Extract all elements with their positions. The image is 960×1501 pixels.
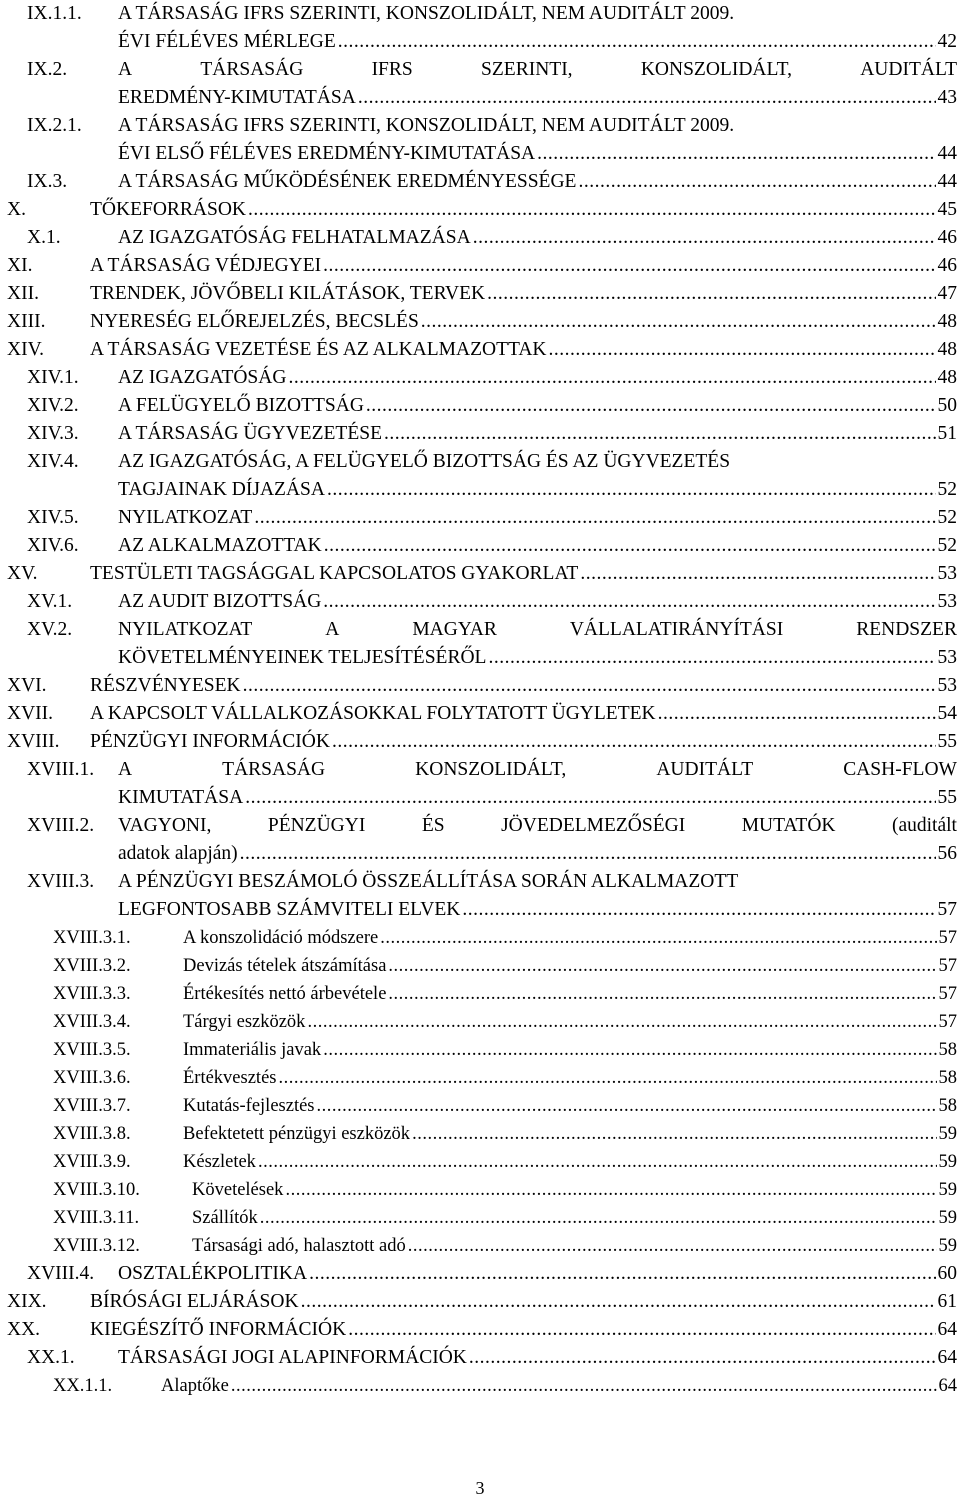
toc-entry-number: XVIII.3. bbox=[27, 871, 95, 892]
toc-entry-number: XIV.3. bbox=[27, 423, 79, 444]
toc-entry-title-block bbox=[90, 730, 957, 758]
toc-entry[interactable] bbox=[27, 2, 957, 58]
toc-entry-title: Immateriális javak bbox=[183, 1040, 322, 1060]
toc-entry-title: Társasági adó, halasztott adó bbox=[192, 1236, 406, 1256]
toc-entry-page: 57 bbox=[938, 956, 957, 976]
toc-entry-title-line: A TÁRSASÁG IFRS SZERINTI, KONSZOLIDÁLT, AUDITÁLT bbox=[118, 59, 957, 80]
toc-entry-number: XVIII.3.4. bbox=[53, 1012, 131, 1032]
dot-leader bbox=[285, 1178, 936, 1202]
dot-leader bbox=[254, 506, 935, 530]
toc-entry-number: XVIII.3.10. bbox=[53, 1180, 140, 1200]
toc-entry-title-block bbox=[90, 198, 957, 226]
toc-entry-title: TÁRSASÁGI JOGI ALAPINFORMÁCIÓK bbox=[118, 1347, 467, 1368]
toc-entry-number: XVIII.3.1. bbox=[53, 928, 131, 948]
dot-leader bbox=[384, 422, 936, 446]
toc-entry-number: XX.1. bbox=[27, 1347, 75, 1368]
toc-entry-title-block bbox=[118, 422, 957, 450]
toc-entry-page: 52 bbox=[937, 479, 957, 500]
toc-entry-title: Követelések bbox=[192, 1180, 284, 1200]
toc-entry-page: 43 bbox=[937, 87, 957, 108]
toc-entry-number: X.1. bbox=[27, 227, 61, 248]
toc-entry-title-block bbox=[183, 926, 957, 954]
toc-entry-title-block bbox=[118, 534, 957, 562]
toc-entry-number: XVIII.3.11. bbox=[53, 1208, 140, 1228]
toc-entry[interactable] bbox=[7, 1318, 957, 1346]
dot-leader bbox=[462, 898, 935, 922]
toc-entry-title-block bbox=[183, 1010, 957, 1038]
dot-leader bbox=[421, 310, 936, 334]
toc-entry-title-block bbox=[118, 506, 957, 534]
toc-entry[interactable] bbox=[53, 1178, 957, 1206]
toc-entry[interactable] bbox=[27, 170, 957, 198]
toc-entry-title: RÉSZVÉNYESEK bbox=[90, 675, 241, 696]
dot-leader bbox=[260, 1206, 937, 1230]
toc-entry-title-line: A TÁRSASÁG IFRS SZERINTI, KONSZOLIDÁLT, NEM AUDITÁLT 2009. bbox=[118, 3, 735, 24]
toc-entry-title-line: A TÁRSASÁG KONSZOLIDÁLT, AUDITÁLT CASH-FLOW bbox=[118, 759, 957, 780]
toc-entry-title-block bbox=[118, 170, 957, 198]
dot-leader bbox=[323, 254, 935, 278]
toc-entry-title-block bbox=[192, 1206, 957, 1234]
toc-entry-page: 44 bbox=[937, 143, 957, 164]
toc-entry-number: XVIII.1. bbox=[27, 759, 95, 780]
toc-entry-page: 48 bbox=[937, 367, 957, 388]
dot-leader bbox=[240, 842, 936, 866]
toc-entry-title: PÉNZÜGYI INFORMÁCIÓK bbox=[90, 731, 330, 752]
toc-entry-title: NYERESÉG ELŐREJELZÉS, BECSLÉS bbox=[90, 311, 419, 332]
toc-entry[interactable] bbox=[27, 758, 957, 814]
toc-entry-title-block bbox=[183, 982, 957, 1010]
toc-entry-number: IX.2.1. bbox=[27, 115, 82, 136]
dot-leader bbox=[358, 86, 936, 110]
dot-leader bbox=[469, 1346, 936, 1370]
toc-entry-number: XVII. bbox=[7, 703, 54, 724]
toc-entry-number: XIX. bbox=[7, 1291, 47, 1312]
dot-leader bbox=[366, 394, 936, 418]
toc-entry-number: XIV.4. bbox=[27, 451, 79, 472]
toc-entry[interactable] bbox=[53, 1234, 957, 1262]
toc-entry-number: XVIII.2. bbox=[27, 815, 95, 836]
toc-entry-title-block bbox=[90, 674, 957, 702]
toc-entry-title: Befektetett pénzügyi eszközök bbox=[183, 1124, 411, 1144]
toc-entry-page: 53 bbox=[937, 675, 957, 696]
toc-entry-title-block bbox=[118, 814, 957, 870]
toc-entry-page: 51 bbox=[937, 423, 957, 444]
toc-entry-title-block bbox=[192, 1234, 957, 1262]
dot-leader bbox=[380, 926, 936, 950]
toc-entry-title-block bbox=[90, 254, 957, 282]
toc-entry-page: 52 bbox=[937, 535, 957, 556]
toc-entry-number: XIV.6. bbox=[27, 535, 79, 556]
dot-leader bbox=[473, 226, 936, 250]
toc-entry[interactable] bbox=[27, 58, 957, 114]
toc-entry-page: 59 bbox=[938, 1208, 957, 1228]
toc-entry-number: XVIII.3.8. bbox=[53, 1124, 131, 1144]
toc-entry-number: XX. bbox=[7, 1319, 41, 1340]
toc-entry-page: 57 bbox=[938, 928, 957, 948]
toc-entry[interactable] bbox=[27, 590, 957, 618]
toc-entry-title-block bbox=[183, 1122, 957, 1150]
toc-entry-title-line: A PÉNZÜGYI BESZÁMOLÓ ÖSSZEÁLLÍTÁSA SORÁN ALKALMAZOTT bbox=[118, 871, 739, 892]
toc-entry-title-block bbox=[183, 954, 957, 982]
toc-entry[interactable] bbox=[7, 562, 957, 590]
dot-leader bbox=[488, 646, 935, 670]
dot-leader bbox=[248, 198, 935, 222]
toc-entry-page: 57 bbox=[938, 1012, 957, 1032]
dot-leader bbox=[549, 338, 936, 362]
toc-entry-page: 48 bbox=[937, 311, 957, 332]
toc-entry-page: 58 bbox=[938, 1040, 957, 1060]
dot-leader bbox=[658, 702, 936, 726]
toc-entry-page: 59 bbox=[938, 1152, 957, 1172]
toc-entry[interactable] bbox=[53, 926, 957, 954]
toc-entry-number: XVIII.3.5. bbox=[53, 1040, 131, 1060]
toc-entry-number: XVIII. bbox=[7, 731, 60, 752]
toc-entry-title: NYILATKOZAT bbox=[118, 507, 253, 528]
dot-leader bbox=[317, 1094, 937, 1118]
toc-entry-title-block bbox=[118, 114, 957, 170]
toc-entry-title: Szállítók bbox=[192, 1208, 258, 1228]
toc-entry-title: A TÁRSASÁG MŰKÖDÉSÉNEK EREDMÉNYESSÉGE bbox=[118, 171, 577, 192]
toc-entry-page: 46 bbox=[937, 255, 957, 276]
dot-leader bbox=[408, 1234, 937, 1258]
toc-entry-title-block bbox=[118, 1262, 957, 1290]
toc-entry-page: 44 bbox=[937, 171, 957, 192]
toc-entry-page: 52 bbox=[937, 507, 957, 528]
toc-entry[interactable] bbox=[27, 422, 957, 450]
toc-entry-number: XVIII.3.9. bbox=[53, 1152, 131, 1172]
toc-entry-title: Értékesítés nettó árbevétele bbox=[183, 984, 387, 1004]
toc-entry[interactable] bbox=[53, 1038, 957, 1066]
toc-entry-page: 59 bbox=[938, 1236, 957, 1256]
dot-leader bbox=[243, 674, 936, 698]
toc-entry-title-line: VAGYONI, PÉNZÜGYI ÉS JÖVEDELMEZŐSÉGI MUTATÓK (auditált bbox=[118, 815, 957, 836]
toc-entry-title-block bbox=[192, 1178, 957, 1206]
toc-entry-title: AZ AUDIT BIZOTTSÁG bbox=[118, 591, 322, 612]
toc-entry[interactable] bbox=[7, 674, 957, 702]
toc-entry[interactable] bbox=[53, 1374, 957, 1402]
toc-entry[interactable] bbox=[53, 954, 957, 982]
toc-entry[interactable] bbox=[53, 1010, 957, 1038]
toc-entry-title: A FELÜGYELŐ BIZOTTSÁG bbox=[118, 395, 364, 416]
toc-entry-page: 42 bbox=[937, 31, 957, 52]
toc-entry-number: IX.3. bbox=[27, 171, 68, 192]
toc-entry-title-block bbox=[118, 366, 957, 394]
toc-entry-title: TAGJAINAK DÍJAZÁSA bbox=[118, 479, 325, 500]
toc-entry-title-block bbox=[90, 702, 957, 730]
toc-entry[interactable] bbox=[53, 982, 957, 1010]
dot-leader bbox=[537, 142, 935, 166]
toc-entry[interactable] bbox=[7, 702, 957, 730]
toc-entry-page: 53 bbox=[937, 647, 957, 668]
toc-entry[interactable] bbox=[7, 338, 957, 366]
toc-entry-page: 64 bbox=[937, 1347, 957, 1368]
toc-entry-page: 64 bbox=[938, 1376, 957, 1396]
toc-entry-title: A TÁRSASÁG ÜGYVEZETÉSE bbox=[118, 423, 382, 444]
toc-entry-title-block bbox=[90, 1318, 957, 1346]
toc-entry-title-block bbox=[90, 1290, 957, 1318]
toc-entry-title-block bbox=[183, 1094, 957, 1122]
toc-entry[interactable] bbox=[7, 730, 957, 758]
toc-entry-title: A konszolidáció módszere bbox=[183, 928, 379, 948]
toc-entry-page: 55 bbox=[937, 731, 957, 752]
toc-entry-title-block bbox=[118, 590, 957, 618]
toc-entry-number: XI. bbox=[7, 255, 33, 276]
toc-entry-title: Tárgyi eszközök bbox=[183, 1012, 306, 1032]
toc-entry-page: 55 bbox=[937, 787, 957, 808]
toc-entry-title-block bbox=[118, 758, 957, 814]
toc-entry[interactable] bbox=[27, 814, 957, 870]
toc-entry-number: IX.1.1. bbox=[27, 3, 82, 24]
toc-entry-title-block bbox=[118, 618, 957, 674]
toc-entry-page: 47 bbox=[937, 283, 957, 304]
toc-entry-title-line: AZ IGAZGATÓSÁG, A FELÜGYELŐ BIZOTTSÁG ÉS AZ ÜGYVEZETÉS bbox=[118, 451, 731, 472]
toc-entry-page: 64 bbox=[937, 1319, 957, 1340]
toc-entry[interactable] bbox=[27, 870, 957, 926]
toc-entry-number: XIV.2. bbox=[27, 395, 79, 416]
toc-entry[interactable] bbox=[27, 1346, 957, 1374]
toc-entry[interactable] bbox=[27, 450, 957, 506]
dot-leader bbox=[580, 562, 935, 586]
toc-entry-number: XV.1. bbox=[27, 591, 73, 612]
toc-entry[interactable] bbox=[27, 618, 957, 674]
toc-entry-page: 57 bbox=[938, 984, 957, 1004]
toc-entry-page: 50 bbox=[937, 395, 957, 416]
dot-leader bbox=[348, 1318, 935, 1342]
toc-entry-title: TŐKEFORRÁSOK bbox=[90, 199, 247, 220]
dot-leader bbox=[323, 1038, 936, 1062]
toc-entry-title-block bbox=[118, 58, 957, 114]
toc-entry[interactable] bbox=[27, 1262, 957, 1290]
dot-leader bbox=[324, 534, 936, 558]
toc-entry-title-block bbox=[183, 1150, 957, 1178]
toc-entry-title-block bbox=[118, 450, 957, 506]
toc-entry[interactable] bbox=[27, 366, 957, 394]
toc-entry-number: XVIII.3.7. bbox=[53, 1096, 131, 1116]
toc-entry-page: 58 bbox=[938, 1068, 957, 1088]
toc-entry-title: ÉVI ELSŐ FÉLÉVES EREDMÉNY-KIMUTATÁSA bbox=[118, 143, 536, 164]
toc-entry-title-block bbox=[118, 394, 957, 422]
toc-entry-title: LEGFONTOSABB SZÁMVITELI ELVEK bbox=[118, 899, 461, 920]
toc-entry-title-line: A TÁRSASÁG IFRS SZERINTI, KONSZOLIDÁLT, NEM AUDITÁLT 2009. bbox=[118, 115, 735, 136]
toc-entry-title-block bbox=[90, 310, 957, 338]
toc-entry[interactable] bbox=[27, 394, 957, 422]
toc-entry-title: A KAPCSOLT VÁLLALKOZÁSOKKAL FOLYTATOTT ÜGYLETEK bbox=[90, 703, 656, 724]
toc-entry-number: XII. bbox=[7, 283, 39, 304]
page-number: 3 bbox=[475, 1478, 485, 1498]
toc-entry-page: 58 bbox=[938, 1096, 957, 1116]
toc-entry-title-block bbox=[183, 1066, 957, 1094]
dot-leader bbox=[258, 1150, 937, 1174]
toc-entry[interactable] bbox=[53, 1206, 957, 1234]
toc-entry-number: XVIII.3.2. bbox=[53, 956, 131, 976]
toc-entry-title: KÖVETELMÉNYEINEK TELJESÍTÉSÉRŐL bbox=[118, 647, 487, 668]
toc-entry-number: XVIII.3.12. bbox=[53, 1236, 140, 1256]
toc-entry-title-block bbox=[118, 870, 957, 926]
toc-entry-title: A TÁRSASÁG VEZETÉSE ÉS AZ ALKALMAZOTTAK bbox=[90, 339, 547, 360]
toc-entry-page: 53 bbox=[937, 591, 957, 612]
toc-entry-number: X. bbox=[7, 199, 26, 220]
toc-entry-title-block bbox=[90, 338, 957, 366]
toc-entry[interactable] bbox=[27, 226, 957, 254]
toc-entry-title: Értékvesztés bbox=[183, 1068, 277, 1088]
toc-entry-title: KIEGÉSZÍTŐ INFORMÁCIÓK bbox=[90, 1319, 347, 1340]
toc-entry[interactable] bbox=[7, 198, 957, 226]
toc-entry-title-block bbox=[183, 1038, 957, 1066]
toc-entry-number: XIV.5. bbox=[27, 507, 79, 528]
toc-entry-number: XIV. bbox=[7, 339, 45, 360]
dot-leader bbox=[301, 1290, 936, 1314]
toc-entry-title-line: NYILATKOZAT A MAGYAR VÁLLALATIRÁNYÍTÁSI RENDSZER bbox=[118, 619, 957, 640]
toc-entry-title: AZ IGAZGATÓSÁG bbox=[118, 367, 287, 388]
dot-leader bbox=[309, 1262, 935, 1286]
toc-entry-title: TESTÜLETI TAGSÁGGAL KAPCSOLATOS GYAKORLAT bbox=[90, 563, 579, 584]
toc-entry[interactable] bbox=[7, 254, 957, 282]
toc-entry-title-block bbox=[161, 1374, 957, 1402]
toc-entry-number: XVIII.3.6. bbox=[53, 1068, 131, 1088]
toc-entry-number: XVIII.4. bbox=[27, 1263, 95, 1284]
toc-entry-page: 61 bbox=[937, 1291, 957, 1312]
toc-entry-number: IX.2. bbox=[27, 59, 68, 80]
toc-entry[interactable] bbox=[7, 282, 957, 310]
dot-leader bbox=[332, 730, 936, 754]
dot-leader bbox=[307, 1010, 936, 1034]
toc-entry[interactable] bbox=[7, 310, 957, 338]
toc-entry[interactable] bbox=[53, 1150, 957, 1178]
dot-leader bbox=[338, 30, 936, 54]
toc-entry-title: BÍRÓSÁGI ELJÁRÁSOK bbox=[90, 1291, 299, 1312]
toc-entry-title-block bbox=[118, 226, 957, 254]
toc-entry-page: 53 bbox=[937, 563, 957, 584]
toc-entry-title: Készletek bbox=[183, 1152, 256, 1172]
toc-entry-number: XVIII.3.3. bbox=[53, 984, 131, 1004]
toc-entry-title-block bbox=[90, 562, 957, 590]
dot-leader bbox=[245, 786, 935, 810]
toc-entry-title: TRENDEK, JÖVŐBELI KILÁTÁSOK, TERVEK bbox=[90, 283, 486, 304]
toc-entry[interactable] bbox=[53, 1066, 957, 1094]
toc-entry-title: Devizás tételek átszámítása bbox=[183, 956, 387, 976]
toc-entry-title: AZ ALKALMAZOTTAK bbox=[118, 535, 322, 556]
toc-entry-page: 57 bbox=[937, 899, 957, 920]
dot-leader bbox=[231, 1374, 937, 1398]
toc-entry-title: AZ IGAZGATÓSÁG FELHATALMAZÁSA bbox=[118, 227, 471, 248]
toc-entry-title: OSZTALÉKPOLITIKA bbox=[118, 1263, 308, 1284]
toc-entry-title: Kutatás-fejlesztés bbox=[183, 1096, 315, 1116]
toc-entry-page: 54 bbox=[937, 703, 957, 724]
dot-leader bbox=[388, 954, 936, 978]
toc-entry-title: A TÁRSASÁG VÉDJEGYEI bbox=[90, 255, 322, 276]
toc-entry-page: 59 bbox=[938, 1180, 957, 1200]
toc-entry[interactable] bbox=[27, 506, 957, 534]
toc-entry[interactable] bbox=[27, 114, 957, 170]
toc-entry-number: XV.2. bbox=[27, 619, 73, 640]
toc-entry-number: XX.1.1. bbox=[53, 1376, 113, 1396]
toc-entry-page: 48 bbox=[937, 339, 957, 360]
dot-leader bbox=[578, 170, 935, 194]
toc-entry-title: EREDMÉNY-KIMUTATÁSA bbox=[118, 87, 356, 108]
dot-leader bbox=[288, 366, 935, 390]
dot-leader bbox=[327, 478, 936, 502]
toc-entry-page: 56 bbox=[937, 843, 957, 864]
toc-entry-title: ÉVI FÉLÉVES MÉRLEGE bbox=[118, 31, 336, 52]
dot-leader bbox=[323, 590, 935, 614]
toc-entry-title-block bbox=[90, 282, 957, 310]
toc-entry-title: Alaptőke bbox=[161, 1376, 229, 1396]
toc-entry-page: 46 bbox=[937, 227, 957, 248]
toc-entry-number: XV. bbox=[7, 563, 38, 584]
toc-entry-title-block bbox=[118, 2, 957, 58]
toc-entry[interactable] bbox=[53, 1094, 957, 1122]
dot-leader bbox=[388, 982, 936, 1006]
dot-leader bbox=[487, 282, 935, 306]
toc-entry[interactable] bbox=[53, 1122, 957, 1150]
toc-entry-page: 60 bbox=[937, 1263, 957, 1284]
toc-entry-number: XVI. bbox=[7, 675, 47, 696]
toc-entry-page: 45 bbox=[937, 199, 957, 220]
toc-entry-number: XIV.1. bbox=[27, 367, 79, 388]
toc-entry[interactable] bbox=[7, 1290, 957, 1318]
dot-leader bbox=[279, 1066, 937, 1090]
toc-entry-title-block bbox=[118, 1346, 957, 1374]
toc-entry-page: 59 bbox=[938, 1124, 957, 1144]
toc-entry-title: KIMUTATÁSA bbox=[118, 787, 244, 808]
toc-entry-number: XIII. bbox=[7, 311, 46, 332]
toc-entry-title: adatok alapján) bbox=[118, 843, 238, 864]
dot-leader bbox=[412, 1122, 936, 1146]
toc-entry[interactable] bbox=[27, 534, 957, 562]
